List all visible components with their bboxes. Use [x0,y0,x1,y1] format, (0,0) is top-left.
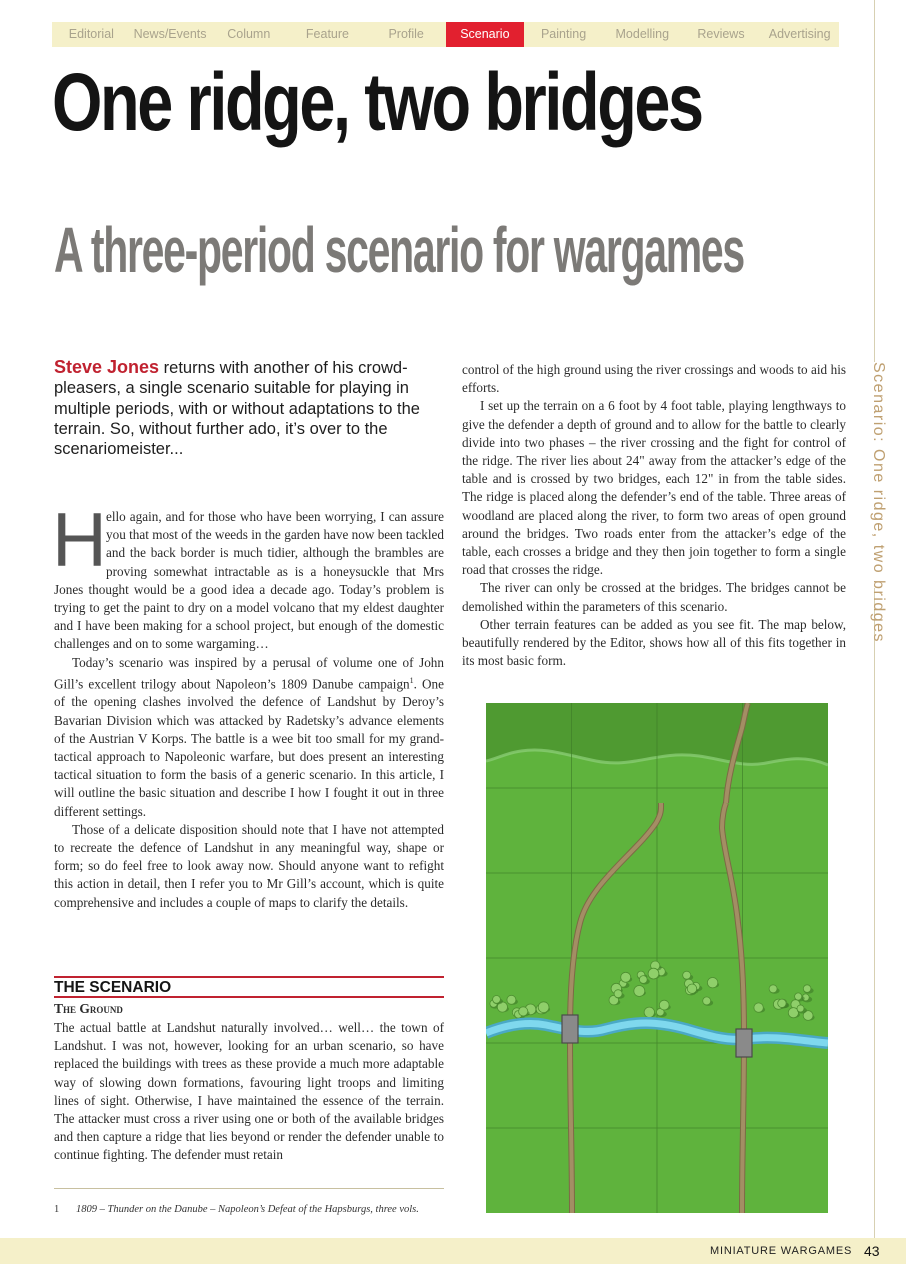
tree [754,1003,763,1012]
section-heading: THE SCENARIO [54,976,444,998]
tree [687,984,696,993]
tree [538,1002,549,1013]
nav-item-painting[interactable]: Painting [540,27,587,41]
page-subtitle: A three-period scenario for wargames [54,214,744,286]
paragraph: ello again, and for those who have been worrying, I can assure you that most of the weeds in the garden have now been tackled and the back border is much tidier, although the brambles are proving somewhat intractable as is a honeysuckle that Mrs Jones thought would be a good idea a decade ago. Today’s problem is trying to get the paint to dry on a model volcano that my eldest daughter and I have been making for a school project, but enough of the domestic challenges and on to some wargaming… [54,509,444,652]
tree [769,985,777,993]
paragraph: control of the high ground using the river crossings and woods to aid his efforts. [462,362,846,396]
magazine-name: MINIATURE WARGAMES [710,1245,853,1257]
paragraph-text: . One of the opening clashes involved the defence of Landshut by Deroy’s Bavarian Division which was attacked by Radetsky’s advance elements of the Austrian V Korps. The battle is a wee bit too small for my grand-tactical approach to Napoleonic warfare, but does present an interesting tactical situation to form the basis of a generic scenario. In this article, I will outline the basic situation and describe I how I fought it out in three different settings. [54,676,444,819]
body-column-right [462,361,846,670]
paragraph: Other terrain features can be added as you see fit. The map below, beautifully rendered by the Editor, shows how all of this fits together in its most basic form. [462,616,846,669]
tree [644,1007,654,1017]
section-nav [52,22,839,47]
tree [507,995,516,1004]
terrain-map [486,703,828,1213]
drop-cap: H [52,498,107,583]
nav-item-modelling[interactable]: Modelling [615,27,670,41]
paragraph: I set up the terrain on a 6 foot by 4 foot table, playing lengthways to give the defender a depth of ground and to allow for the battle to clearly divide into two phases – the river crossing and the fight for control of the ridge. The river lies about 24" away from the attacker’s edge of the table and is crossed by two bridges, each 12" in from the table sides. The ridge is placed along the defender’s end of the table. Three areas of woodland are placed along the river, to form two areas of open ground around the bridges. Two roads enter from the attacker’s edge of the table, each crosses a bridge and they then join together to form a single road that crosses the ridge. [462,398,846,578]
page-number: 43 [864,1243,880,1259]
nav-item-feature[interactable]: Feature [305,27,349,41]
tree [614,990,622,998]
footnote-rule [54,1188,444,1189]
nav-item-advertising[interactable]: Advertising [768,27,831,41]
section-subheading: The Ground [54,1001,123,1016]
paragraph-text: Today’s scenario was inspired by a perusal of volume one of John Gill’s excellent trilogy about Napoleon’s 1809 Danube campaign [54,654,444,692]
body-column-left [52,498,444,912]
tree [683,971,691,979]
footnote-text: 1809 – Thunder on the Danube – Napoleon’s Defeat of the Hapsburgs, three vols. [76,1204,419,1215]
nav-item-editorial[interactable]: Editorial [68,27,114,41]
tree [621,972,631,982]
tree [797,1005,804,1012]
paragraph: The river can only be crossed at the bridges. The bridges cannot be demolished within the parameters of this scenario. [462,580,846,614]
author-name: Steve Jones [54,357,160,377]
bridge-right [736,1029,752,1057]
standfirst [54,357,446,459]
nav-item-news-events[interactable]: News/Events [133,27,207,41]
body-column-left-section [54,1019,444,1165]
tree [659,1000,669,1010]
vertical-section-title: Scenario: One ridge, two bridges [863,362,887,588]
tree [639,976,647,984]
footnote-reference[interactable]: 1 [409,675,414,685]
footnote [54,1203,454,1217]
nav-item-profile[interactable]: Profile [388,27,424,41]
bridge-left [562,1015,578,1043]
paragraph: The actual battle at Landshut naturally involved… well… the town of Landshut. I was not, however, looking for an urban scenario, so have replaced the buildings with trees as these provide a much more adaptable way of slowing down formations, favouring light troops and limiting lines of sight. Otherwise, I have maintained the essence of the terrain. The attacker must cross a river using one or both of the available bridges and then capture a ridge that lies beyond or render the defender unable to continue fighting. The defender must retain [54,1020,444,1163]
tree [707,978,717,988]
page-title: One ridge, two bridges [52,57,702,148]
tree [803,985,811,993]
nav-item-column[interactable]: Column [227,27,271,41]
tree [493,996,501,1004]
nav-item-scenario[interactable]: Scenario [446,22,525,47]
paragraph [54,654,444,821]
nav-item-reviews[interactable]: Reviews [697,27,745,41]
paragraph: Those of a delicate disposition should note that I have not attempted to recreate the defence of Landshut in any meaningful way, shape or form; so do feel free to look away now. Should anyone want to refight this action in detail, then I refer you to Mr Gill’s account, which is quite comprehensive and includes a couple of maps to clarify the details. [54,821,444,910]
tree [519,1007,528,1016]
standfirst-text: returns with another of his crowd-pleasers, a single scenario suitable for playing in multiple periods, with or without adaptations to the terrain. So, without further ado, it’s over to the scenariomeister... [54,359,420,459]
footnote-number: 1 [54,1204,60,1215]
tree [795,993,802,1000]
tree [648,968,659,979]
tree [703,997,711,1005]
tree [778,999,786,1007]
tree [634,986,645,997]
